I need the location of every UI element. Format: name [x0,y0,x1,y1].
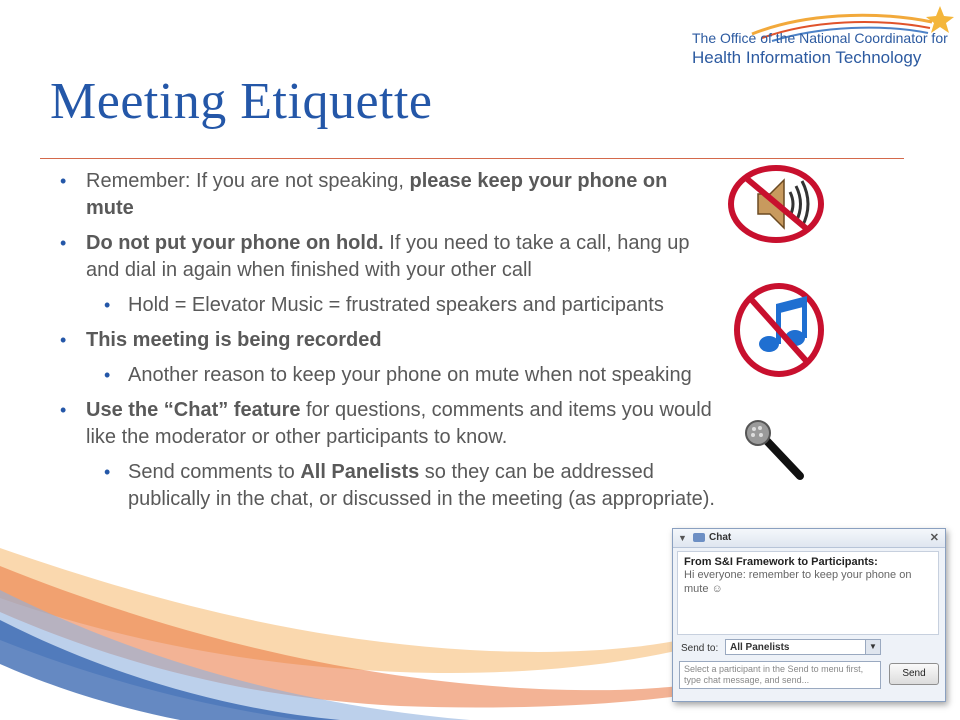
bullet-hold [58,230,718,284]
chat-message-sender: From S&I Framework to Participants: [684,556,878,568]
dropdown-arrow-icon[interactable]: ▼ [865,640,880,654]
bullet-chat-bold: Use the “Chat” feature [86,399,301,421]
logo-line-2: Health Information Technology [692,48,922,67]
onc-logo [692,4,954,68]
sub-bullet-recorded [58,362,718,389]
bullet-chat-text: for questions, comments and items you would like the moderator or other participants to know. [86,399,712,448]
bullet-dot: • [60,171,67,191]
close-icon[interactable]: ✕ [929,532,939,544]
sub-bullet-recorded-text: Another reason to keep your phone on mute when not speaking [128,364,692,386]
bullet-list [58,168,718,521]
slide-title: Meeting Etiquette [50,73,433,130]
bullet-recorded [58,327,718,354]
logo-line-1: The Office of the National Coordinator for [692,30,948,46]
chat-title: Chat [709,532,732,543]
muted-speaker-icon [726,164,826,244]
microphone-icon [742,418,808,482]
bullet-mute-text: Remember: If you are not speaking, [86,170,410,192]
bullet-mute [58,168,718,222]
star-icon [926,6,954,33]
send-to-label: Send to: [681,643,719,654]
bullet-recorded-bold: This meeting is being recorded [86,329,382,351]
collapse-arrow-icon[interactable]: ▼ [678,533,687,543]
bullet-dot: • [104,462,111,482]
no-music-icon [733,282,825,378]
sub-bullet-hold-music [58,292,718,319]
bullet-dot: • [60,233,67,253]
bullet-dot: • [104,295,111,315]
bullet-dot: • [104,365,111,385]
send-to-dropdown[interactable] [725,639,881,655]
bullet-hold-text: If you need to take a call, hang up and dial in again when finished with your other call [86,232,690,281]
bullet-mute-bold: please keep your phone on mute [86,170,668,219]
chat-message-input[interactable]: Select a participant in the Send to menu first, type chat message, and send... [679,661,881,689]
sub-bullet-panelists-pre: Send comments to [128,461,301,483]
title-divider [40,158,904,159]
sub-bullet-panelists-post: so they can be addressed publically in the chat, or discussed in the meeting (as appropriate). [128,461,715,510]
sub-bullet-hold-music-text: Hold = Elevator Music = frustrated speakers and participants [128,294,664,316]
bullet-dot: • [60,330,67,350]
chat-message-area [677,551,939,635]
send-button[interactable]: Send [889,663,939,685]
send-to-value: All Panelists [730,642,790,653]
sub-bullet-panelists [58,459,718,513]
chat-bubble-icon [693,533,705,542]
chat-message-text: Hi everyone: remember to keep your phone on mute ☺ [684,569,912,595]
chat-panel [672,528,946,702]
bullet-hold-bold: Do not put your phone on hold. [86,232,384,254]
bullet-chat [58,397,718,451]
sub-bullet-panelists-bold: All Panelists [300,461,420,483]
bullet-dot: • [60,400,67,420]
chat-header [673,529,945,548]
